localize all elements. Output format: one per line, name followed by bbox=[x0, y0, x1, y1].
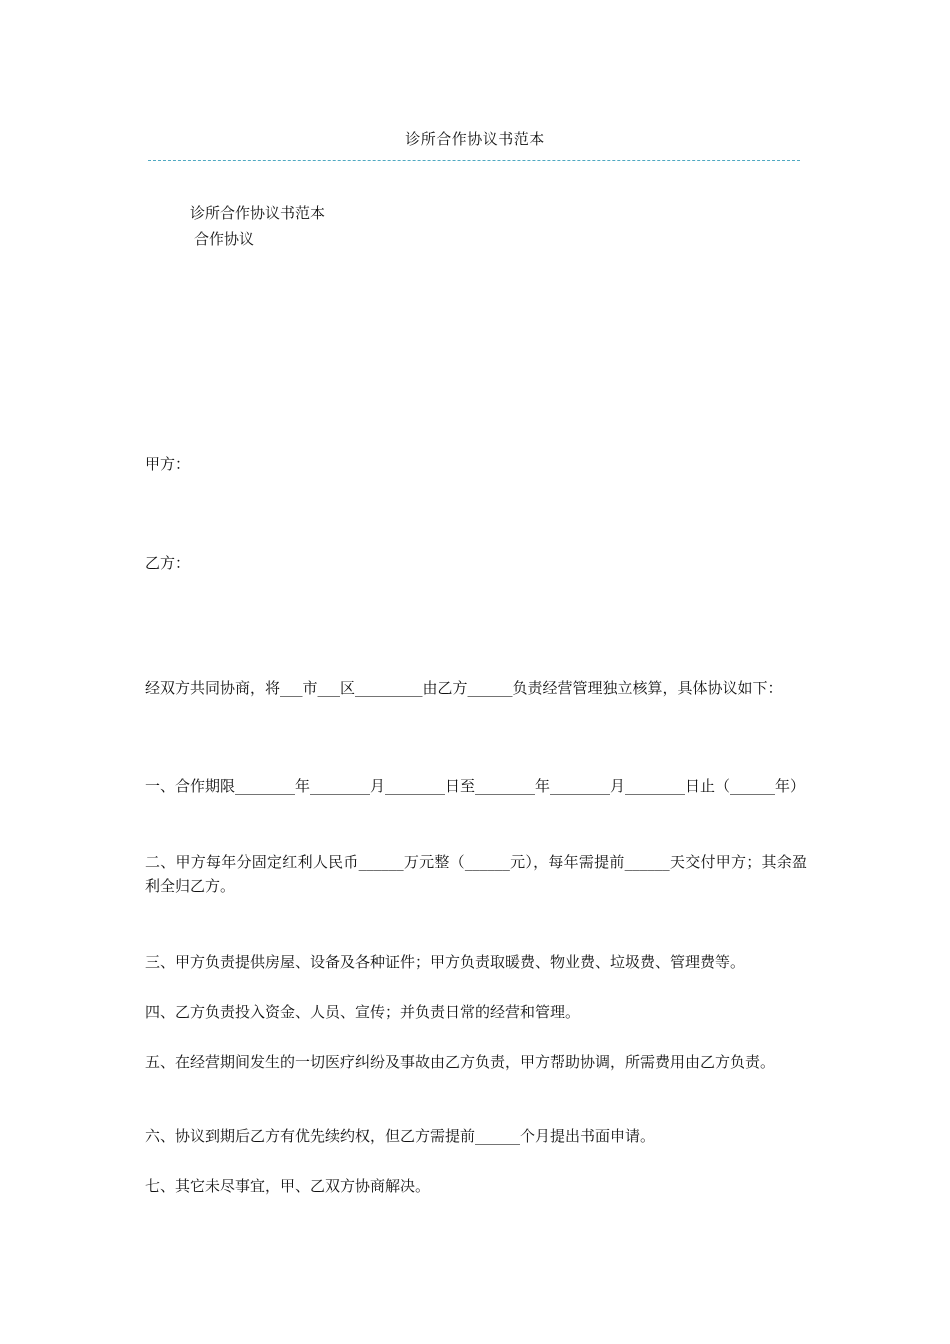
clause-4: 四、乙方负责投入资金、人员、宣传；并负责日常的经营和管理。 bbox=[145, 1003, 581, 1021]
clause-3: 三、甲方负责提供房屋、设备及各种证件；甲方负责取暖费、物业费、垃圾费、管理费等。 bbox=[145, 953, 746, 971]
document-title: 诊所合作协议书范本 bbox=[190, 204, 326, 222]
intro-paragraph: 经双方共同协商，将___市___区_________由乙方______负责经营管理独立核算，具体协议如下： bbox=[145, 679, 783, 697]
clause-5: 五、在经营期间发生的一切医疗纠纷及事故由乙方负责，甲方帮助协调，所需费用由乙方负责。 bbox=[145, 1053, 776, 1071]
header-divider bbox=[148, 160, 800, 161]
clause-7: 七、其它未尽事宜，甲、乙双方协商解决。 bbox=[145, 1177, 431, 1195]
document-subtitle: 合作协议 bbox=[194, 230, 255, 248]
party-b-label: 乙方： bbox=[145, 554, 191, 572]
clause-1: 一、合作期限________年________月________日至________年________月________日止（______年） bbox=[145, 777, 806, 795]
clause-2: 二、甲方每年分固定红利人民币______万元整（______元），每年需提前______天交付甲方；其余盈利全归乙方。 bbox=[145, 853, 807, 895]
clause-6: 六、协议到期后乙方有优先续约权，但乙方需提前______个月提出书面申请。 bbox=[145, 1127, 656, 1145]
page-header-title: 诊所合作协议书范本 bbox=[405, 130, 545, 148]
party-a-label: 甲方： bbox=[145, 455, 191, 473]
